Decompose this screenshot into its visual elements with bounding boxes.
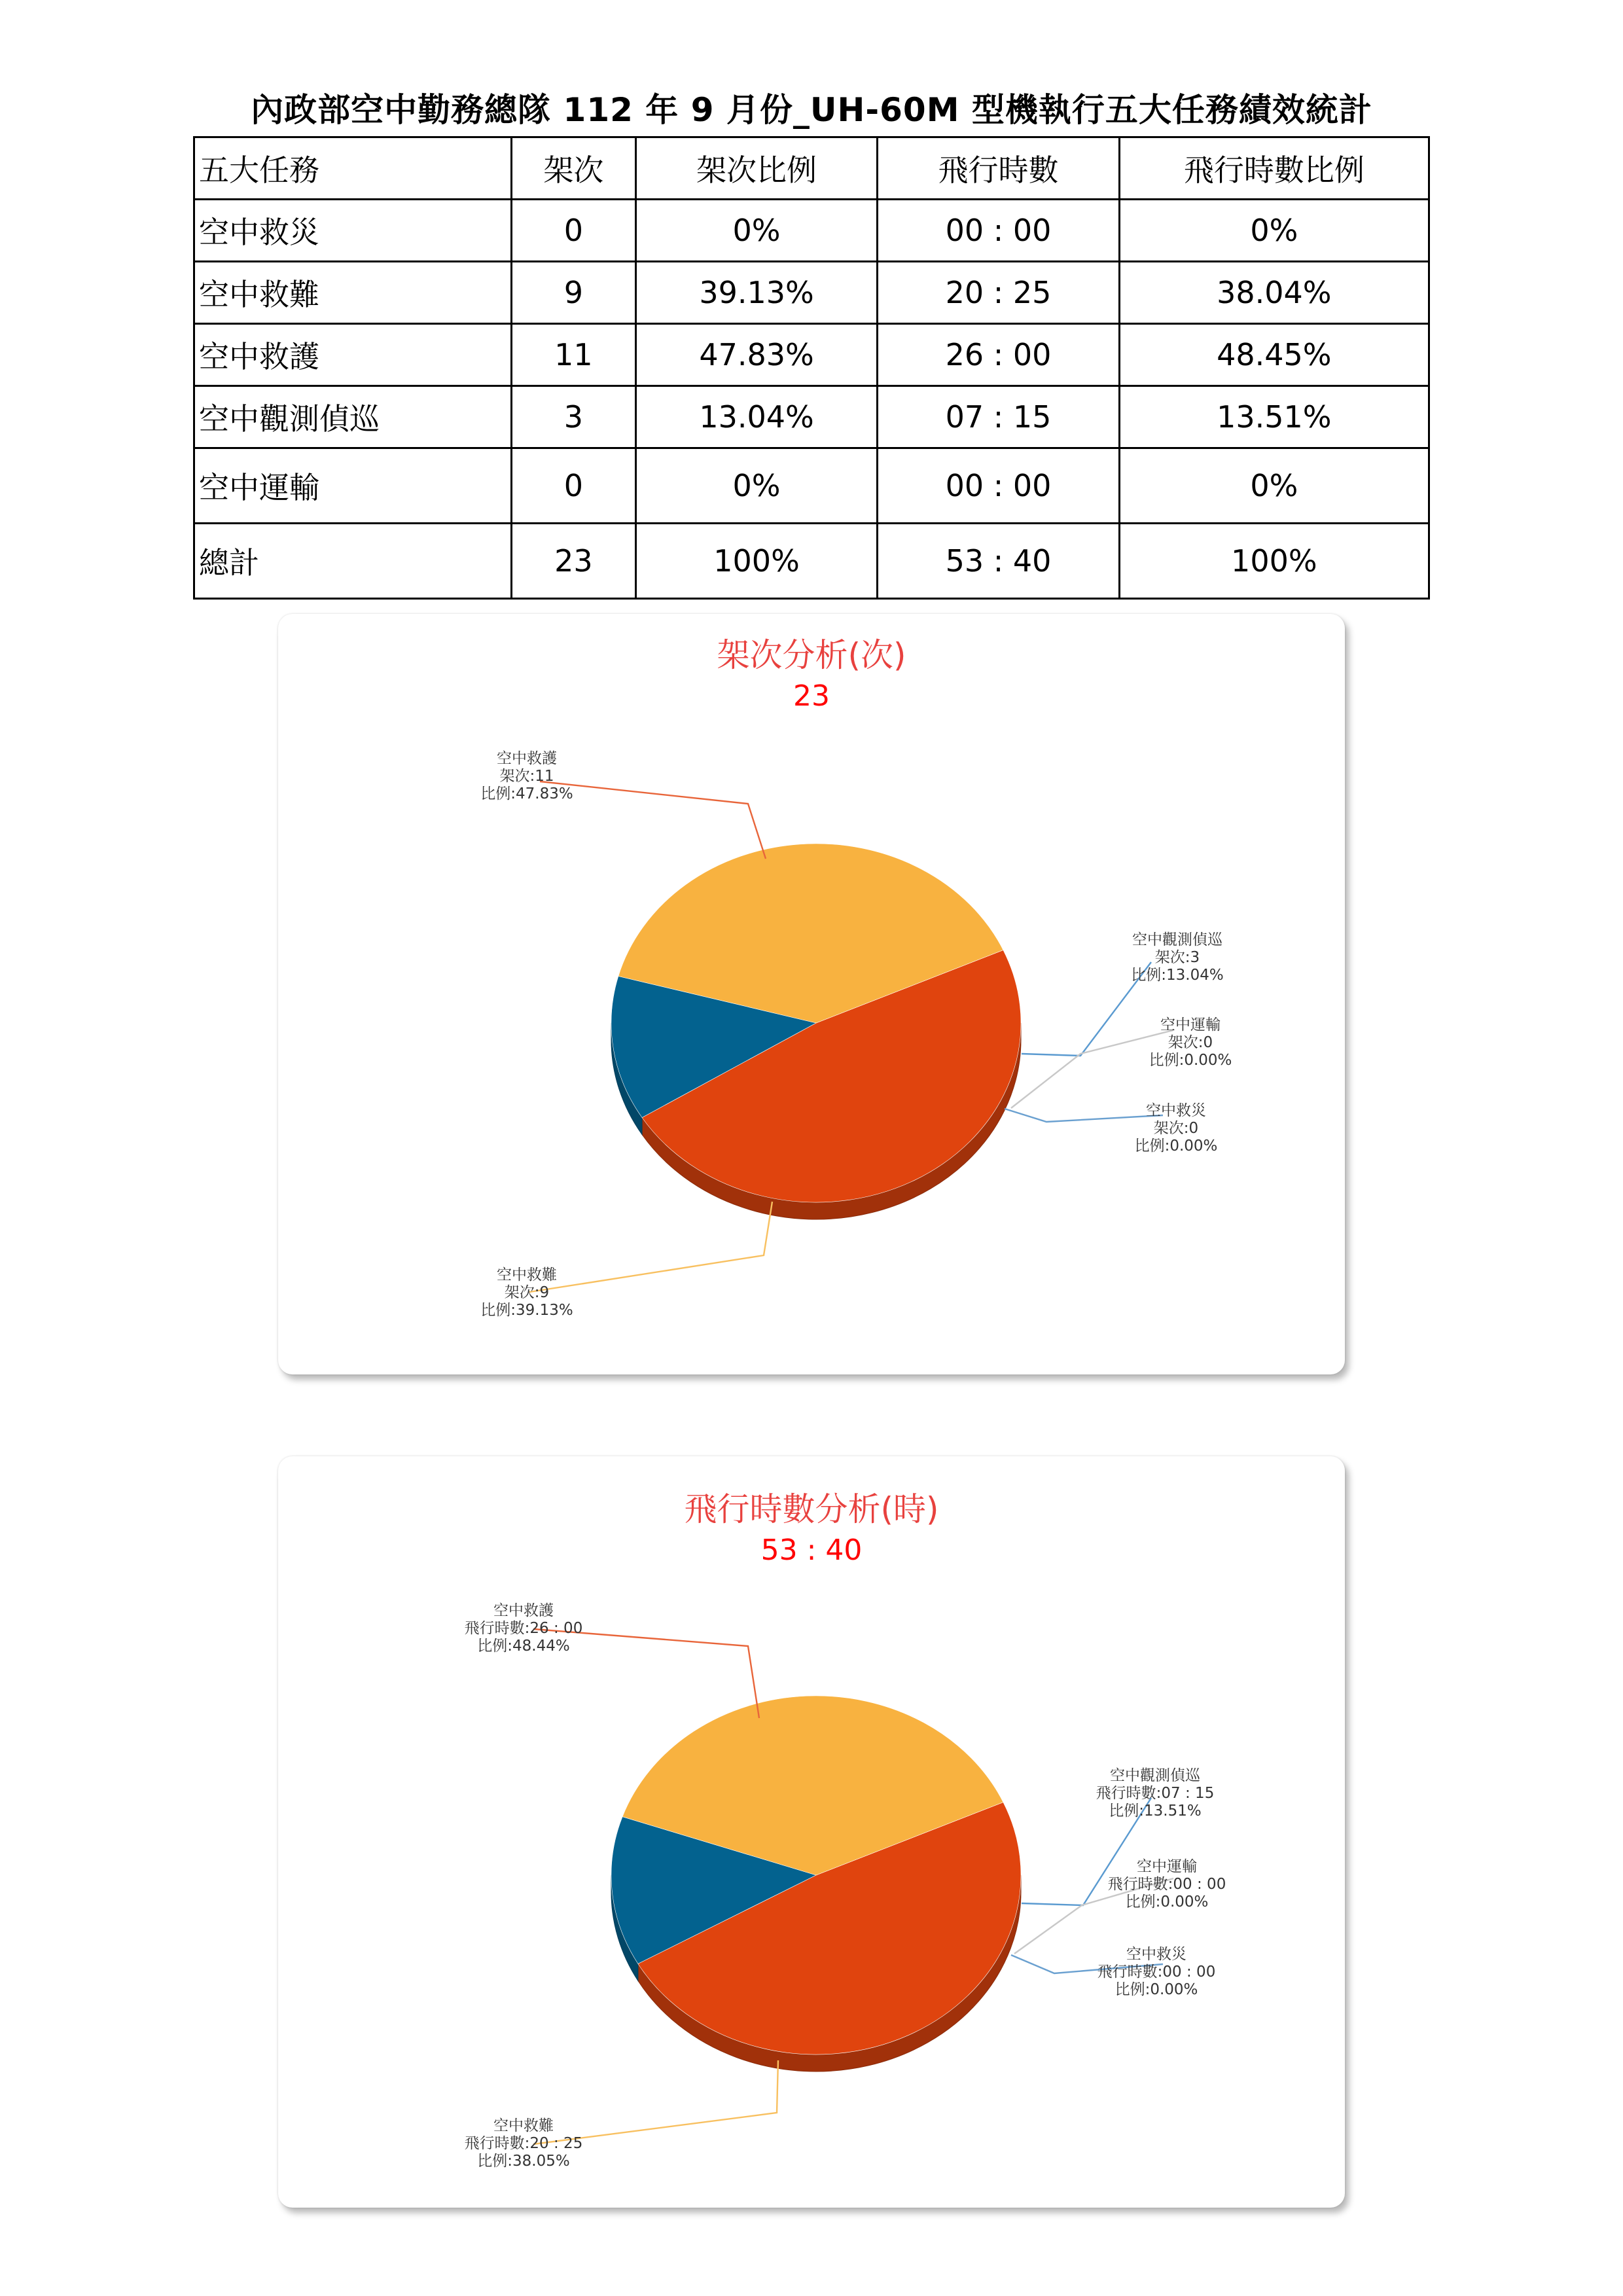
table-cell: 0 [512, 200, 636, 262]
table-cell: 3 [512, 386, 636, 448]
slice-label-line: 架次:0 [1168, 1034, 1213, 1051]
slice-label-line: 架次:11 [499, 768, 554, 785]
table-cell: 26 : 00 [878, 324, 1119, 386]
slice-label [1131, 931, 1223, 984]
flight-hours-pie-chart-card [278, 1456, 1345, 2208]
table-cell: 47.83% [635, 324, 878, 386]
slice-label-line: 比例:0.00% [1149, 1052, 1232, 1069]
slice-label-line: 空中運輸 [1160, 1016, 1221, 1033]
table-cell: 00 : 00 [878, 200, 1119, 262]
table-cell: 0% [635, 200, 878, 262]
slice-label-line: 比例:48.44% [477, 1638, 570, 1655]
table-cell: 總計 [194, 524, 512, 599]
slice-label [1108, 1858, 1226, 1910]
slice-label-line: 架次:3 [1154, 949, 1200, 966]
table-cell: 53 : 40 [878, 524, 1119, 599]
table-cell: 07 : 15 [878, 386, 1119, 448]
slice-label [1135, 1102, 1218, 1155]
chart-subtitle: 53 : 40 [760, 1534, 863, 1567]
table-cell: 11 [512, 324, 636, 386]
table-header-row [194, 137, 1429, 200]
slice-label [1096, 1767, 1215, 1820]
slice-label-line: 比例:0.00% [1134, 1138, 1218, 1155]
slice-label [465, 2117, 583, 2170]
chart-title: 飛行時數分析(時) [684, 1490, 939, 1528]
sorties-pie-chart [278, 614, 1345, 1374]
slice-label-line: 飛行時數:20 : 25 [464, 2135, 583, 2152]
table-cell: 13.51% [1119, 386, 1429, 448]
table-row [194, 448, 1429, 524]
table-cell: 空中救護 [194, 324, 512, 386]
header-cell: 架次比例 [635, 137, 878, 200]
header-cell: 飛行時數 [878, 137, 1119, 200]
table-cell: 39.13% [635, 262, 878, 324]
table-row [194, 324, 1429, 386]
table-cell: 00 : 00 [878, 448, 1119, 524]
slice-label-line: 比例:47.83% [480, 785, 573, 802]
table-total-row [194, 524, 1429, 599]
table-cell: 0% [1119, 200, 1429, 262]
table-row [194, 200, 1429, 262]
slice-label-line: 空中觀測偵巡 [1132, 931, 1222, 948]
slice-label-line: 比例:0.00% [1125, 1893, 1209, 1910]
table-cell: 空中救難 [194, 262, 512, 324]
slice-label-line: 空中運輸 [1137, 1858, 1197, 1875]
slice-label-line: 空中救災 [1126, 1946, 1186, 1963]
table-cell: 100% [635, 524, 878, 599]
table-cell: 13.04% [635, 386, 878, 448]
slice-label-line: 比例:13.04% [1131, 967, 1224, 984]
table-cell: 0 [512, 448, 636, 524]
slice-label-line: 空中救災 [1146, 1102, 1206, 1119]
slice-label-line: 比例:39.13% [480, 1302, 573, 1319]
slice-label-line: 比例:38.05% [477, 2153, 570, 2170]
slice-label-line: 架次:0 [1153, 1120, 1199, 1137]
statistics-table [193, 136, 1430, 600]
slice-label-line: 比例:13.51% [1109, 1803, 1202, 1820]
label-leader-line [533, 2060, 778, 2144]
slice-label [1149, 1016, 1232, 1069]
slice-label-line: 飛行時數:26 : 00 [464, 1620, 583, 1637]
table-cell: 空中救災 [194, 200, 512, 262]
table-row [194, 386, 1429, 448]
table-cell: 9 [512, 262, 636, 324]
slice-label [465, 1602, 583, 1655]
slice-label [480, 750, 573, 802]
table-cell: 48.45% [1119, 324, 1429, 386]
chart-subtitle: 23 [793, 679, 830, 713]
label-leader-line [529, 1202, 772, 1292]
label-leader-line [540, 781, 766, 859]
slice-label-line: 架次:9 [504, 1284, 550, 1301]
table-cell: 23 [512, 524, 636, 599]
slice-label-line: 飛行時數:00 : 00 [1097, 1964, 1216, 1981]
slice-label-line: 空中觀測偵巡 [1110, 1767, 1200, 1784]
sorties-pie-chart-card [278, 614, 1345, 1374]
header-cell: 架次 [512, 137, 636, 200]
slice-label-line: 空中救難 [493, 2117, 554, 2134]
table-row [194, 262, 1429, 324]
label-leader-line [1005, 1109, 1163, 1122]
chart-title: 架次分析(次) [717, 636, 906, 674]
slice-label-line: 空中救護 [493, 1602, 554, 1619]
table-cell: 空中觀測偵巡 [194, 386, 512, 448]
table-cell: 0% [635, 448, 878, 524]
table-cell: 38.04% [1119, 262, 1429, 324]
slice-label-line: 飛行時數:07 : 15 [1096, 1785, 1215, 1802]
slice-label-line: 飛行時數:00 : 00 [1107, 1876, 1226, 1893]
slice-label-line: 空中救難 [497, 1266, 557, 1283]
slice-label [480, 1266, 573, 1319]
slice-label-line: 比例:0.00% [1115, 1981, 1198, 1998]
table-cell: 100% [1119, 524, 1429, 599]
table-cell: 20 : 25 [878, 262, 1119, 324]
label-leader-line [1011, 1030, 1173, 1108]
slice-label [1097, 1946, 1216, 1998]
table-cell: 0% [1119, 448, 1429, 524]
slice-label-line: 空中救護 [497, 750, 557, 767]
table-cell: 空中運輸 [194, 448, 512, 524]
header-cell: 飛行時數比例 [1119, 137, 1429, 200]
flight-hours-pie-chart [278, 1456, 1345, 2208]
header-cell: 五大任務 [194, 137, 512, 200]
page-title: 內政部空中勤務總隊 112 年 9 月份_UH-60M 型機執行五大任務績效統計 [251, 91, 1372, 129]
